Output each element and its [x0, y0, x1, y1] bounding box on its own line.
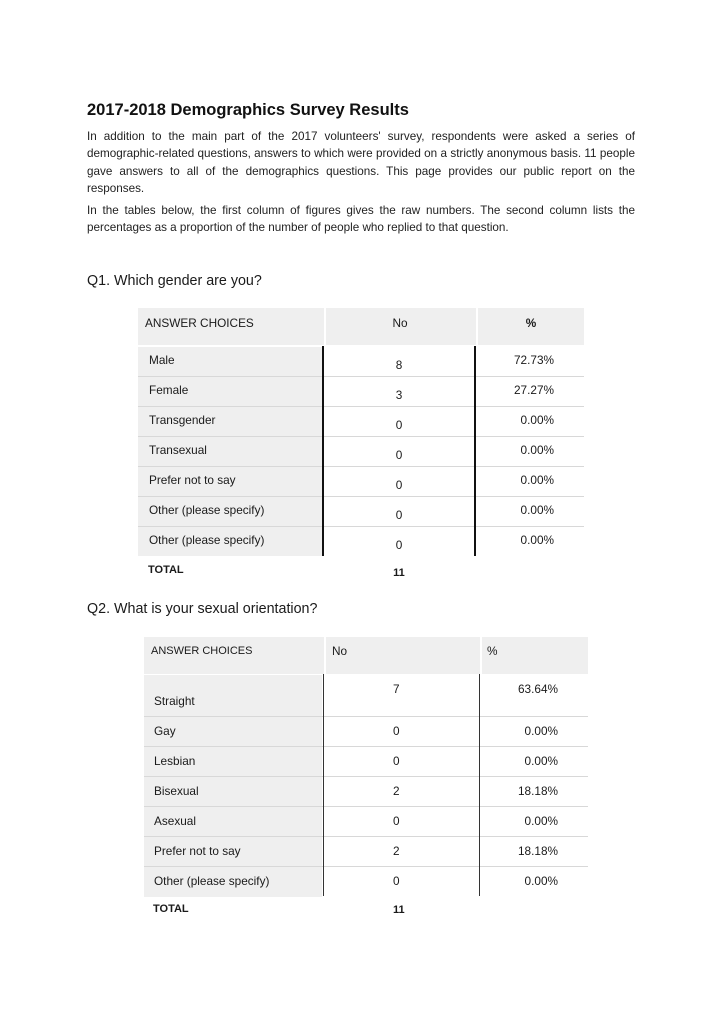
table-row [144, 675, 588, 717]
column-divider [479, 674, 480, 896]
q1-total-row [138, 558, 584, 586]
q2-header-percent: % [480, 637, 588, 674]
total-label: TOTAL [153, 903, 189, 915]
answer-percent: 63.64% [517, 682, 558, 696]
answer-count: 0 [395, 418, 403, 432]
answer-label: Prefer not to say [138, 467, 322, 496]
q1-header-no: No [324, 308, 474, 345]
q1-header-percent: % [476, 308, 584, 345]
answer-percent: 0.00% [520, 443, 554, 457]
column-divider [474, 346, 476, 556]
table-row [138, 437, 584, 467]
answer-percent: 72.73% [513, 353, 554, 367]
table-row [138, 377, 584, 407]
answer-label: Other (please specify) [144, 867, 322, 897]
table-row [144, 837, 588, 867]
answer-count: 7 [393, 682, 400, 696]
answer-percent: 27.27% [513, 383, 554, 397]
answer-count: 0 [393, 874, 400, 888]
table-row [144, 747, 588, 777]
answer-count: 2 [393, 784, 400, 798]
answer-label: Transexual [138, 437, 322, 466]
answer-label: Male [138, 347, 322, 376]
answer-count: 0 [393, 724, 400, 738]
answer-count: 0 [395, 508, 403, 522]
answer-count: 0 [395, 448, 403, 462]
answer-percent: 0.00% [524, 724, 558, 738]
total-label: TOTAL [148, 564, 184, 576]
answer-count: 2 [393, 844, 400, 858]
table-row [138, 347, 584, 377]
answer-count: 0 [395, 538, 403, 552]
q2-table [144, 637, 588, 916]
answer-count: 8 [395, 358, 403, 372]
answer-label: Asexual [144, 807, 322, 836]
total-value: 11 [393, 904, 405, 916]
answer-count: 0 [393, 754, 400, 768]
intro-paragraph-2: In the tables below, the first column of figures gives the raw numbers. The second column lists the percentages as a proportion of the number of people who replied to that question. [87, 204, 635, 235]
answer-percent: 0.00% [520, 473, 554, 487]
answer-label: Gay [144, 717, 322, 746]
answer-label: Bisexual [144, 777, 322, 806]
answer-label: Transgender [138, 407, 322, 436]
answer-label: Straight [144, 675, 322, 716]
q1-header-answer-choices: ANSWER CHOICES [145, 316, 254, 330]
q1-table-header [138, 308, 584, 345]
answer-percent: 0.00% [520, 413, 554, 427]
q2-heading: Q2. What is your sexual orientation? [87, 601, 318, 617]
intro-paragraph-1: In addition to the main part of the 2017 volunteers' survey, respondents were asked a series of demographic-related questions, answers to which were provided on a strictly anonymous basis. 11 people gave answers to all of the demographics questions. This page provides our public report on the responses. [87, 130, 635, 196]
table-row [144, 717, 588, 747]
answer-count: 0 [393, 814, 400, 828]
answer-percent: 0.00% [520, 503, 554, 517]
page-title: 2017-2018 Demographics Survey Results [87, 101, 409, 119]
answer-label: Other (please specify) [138, 497, 322, 526]
answer-percent: 18.18% [517, 784, 558, 798]
column-divider [322, 346, 324, 556]
answer-label: Lesbian [144, 747, 322, 776]
answer-count: 3 [395, 388, 403, 402]
q1-heading: Q1. Which gender are you? [87, 273, 262, 289]
q2-header-answer-choices: ANSWER CHOICES [151, 645, 253, 657]
q1-table-body [138, 347, 584, 557]
answer-percent: 0.00% [524, 874, 558, 888]
q2-total-row [144, 899, 588, 923]
q2-table-body [144, 675, 588, 897]
table-row [144, 867, 588, 897]
table-row [138, 407, 584, 437]
answer-percent: 0.00% [524, 814, 558, 828]
answer-label: Female [138, 377, 322, 406]
table-row [138, 527, 584, 557]
answer-count: 0 [395, 478, 403, 492]
table-row [138, 497, 584, 527]
answer-percent: 18.18% [517, 844, 558, 858]
table-row [138, 467, 584, 497]
answer-percent: 0.00% [524, 754, 558, 768]
answer-percent: 0.00% [520, 533, 554, 547]
answer-label: Prefer not to say [144, 837, 322, 866]
total-value: 11 [393, 567, 405, 579]
table-row [144, 807, 588, 837]
column-divider [323, 674, 324, 896]
q1-table [138, 308, 584, 579]
answer-label: Other (please specify) [138, 527, 322, 556]
table-row [144, 777, 588, 807]
q2-table-header [144, 637, 588, 674]
q2-header-no: No [324, 637, 478, 674]
